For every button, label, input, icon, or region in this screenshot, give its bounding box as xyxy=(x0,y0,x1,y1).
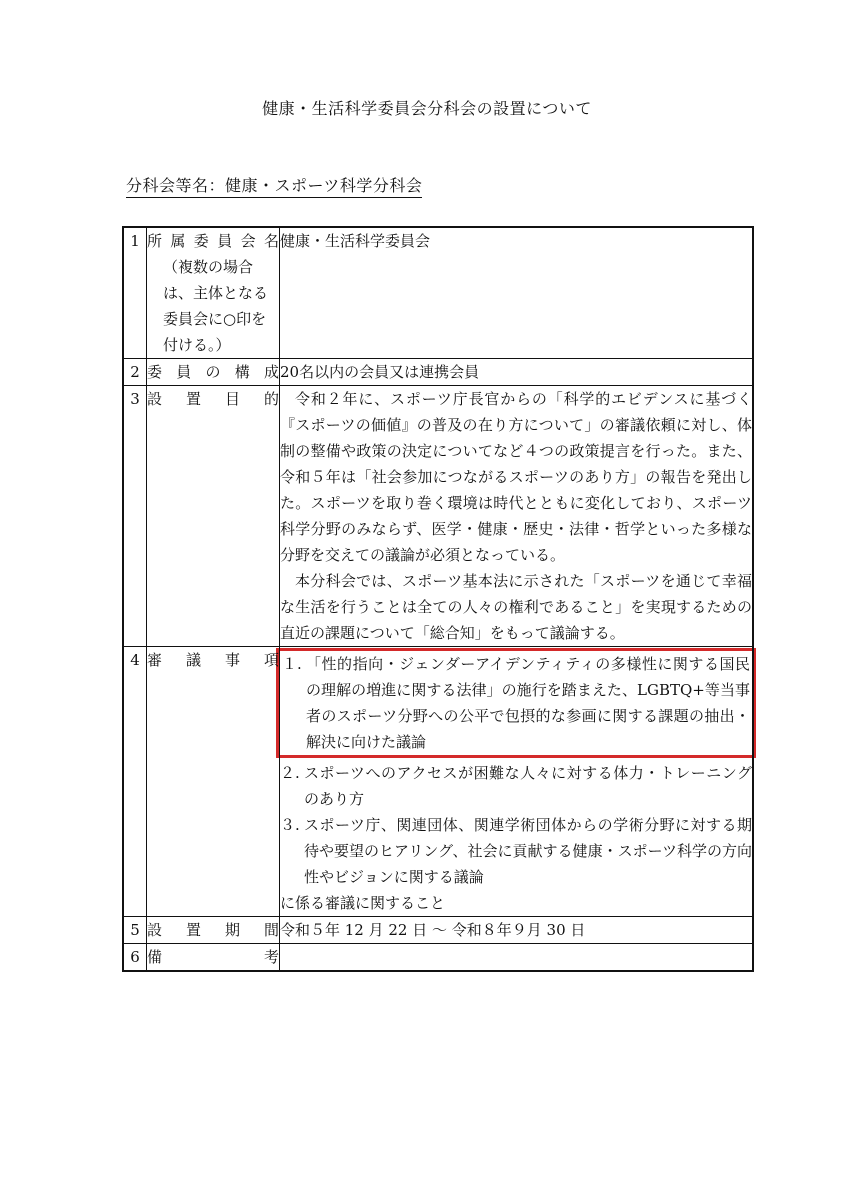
deliberation-item xyxy=(282,651,750,755)
document-title: 健康・生活科学委員会分科会の設置について xyxy=(262,99,592,118)
item-number: ２. xyxy=(280,764,300,782)
table-row-member-composition xyxy=(123,359,753,386)
row-number: 6 xyxy=(123,944,147,972)
row-value: 令和５年 12 月 22 日 ～ 令和８年９月 30 日 xyxy=(280,917,754,944)
item-text: スポーツ庁、関連団体、関連学術団体からの学術分野に対する期待や要望のヒアリング、社会に貢献する健康・スポーツ科学の方向性やビジョンに関する議論 xyxy=(304,816,752,886)
row-number: 4 xyxy=(123,647,147,917)
row-label-cell xyxy=(147,647,280,917)
subcommittee-spec-table xyxy=(122,226,754,972)
row-label: 所属委員会名 xyxy=(147,232,279,250)
row-label-cell xyxy=(147,359,280,386)
row-number: 1 xyxy=(123,227,147,359)
row-value: 健康・生活科学委員会 xyxy=(280,227,754,359)
item-number: １. xyxy=(282,655,302,673)
deliberation-closing: に係る審議に関すること xyxy=(280,894,446,912)
row-label-cell xyxy=(147,917,280,944)
highlight-box xyxy=(276,648,756,758)
table-row-deliberation-items xyxy=(123,647,753,917)
table-row-period xyxy=(123,917,753,944)
row-label-note: （複数の場合は、主体となる委員会に○印を付ける。） xyxy=(163,258,269,354)
row-number: 5 xyxy=(123,917,147,944)
deliberation-item xyxy=(280,812,752,890)
item-number: ３. xyxy=(280,816,300,834)
row-label: 備考 xyxy=(147,948,279,966)
deliberation-item xyxy=(280,760,752,812)
table-row-purpose xyxy=(123,386,753,647)
row-label: 設置目的 xyxy=(147,390,279,408)
purpose-paragraph: 令和２年に、スポーツ庁長官からの「科学的エビデンスに基づく『スポーツの価値』の普及の在り方について」の審議依頼に対し、体制の整備や政策の決定についてなど４つの政策提言を行った。また、令和５年は「社会参加につながるスポーツのあり方」の報告を発出した。スポーツを取り巻く環境は時代とともに変化しており、スポーツ科学分野のみならず、医学・健康・歴史・法律・哲学といった多様な分野を交えての議論が必須となっている。 xyxy=(280,390,752,564)
table-row-remarks xyxy=(123,944,753,972)
row-number: 2 xyxy=(123,359,147,386)
table-row-affiliated-committee xyxy=(123,227,753,359)
row-label: 委員の構成 xyxy=(147,363,279,381)
row-value: 20名以内の会員又は連携会員 xyxy=(280,359,754,386)
row-label: 設置期間 xyxy=(147,921,279,939)
row-label: 審議事項 xyxy=(147,651,279,669)
item-text: スポーツへのアクセスが困難な人々に対する体力・トレーニングのあり方 xyxy=(304,764,752,808)
deliberation-content xyxy=(280,647,754,917)
row-value xyxy=(280,944,754,972)
subcommittee-name: 分科会等名：健康・スポーツ科学分科会 xyxy=(126,176,422,198)
row-label-cell xyxy=(147,944,280,972)
item-text: 「性的指向・ジェンダーアイデンティティの多様性に関する国民の理解の増進に関する法律」の施行を踏まえた、LGBTQ+等当事者のスポーツ分野への公平で包摂的な参画に関する課題の抽出・解決に向けた議論 xyxy=(306,655,750,751)
purpose-paragraph: 本分科会では、スポーツ基本法に示された「スポーツを通じて幸福な生活を行うことは全ての人々の権利であること」を実現するための直近の課題について「総合知」をもって議論する。 xyxy=(280,572,752,642)
purpose-content xyxy=(280,386,754,647)
row-label-cell xyxy=(147,227,280,359)
row-number: 3 xyxy=(123,386,147,647)
row-label-cell xyxy=(147,386,280,647)
